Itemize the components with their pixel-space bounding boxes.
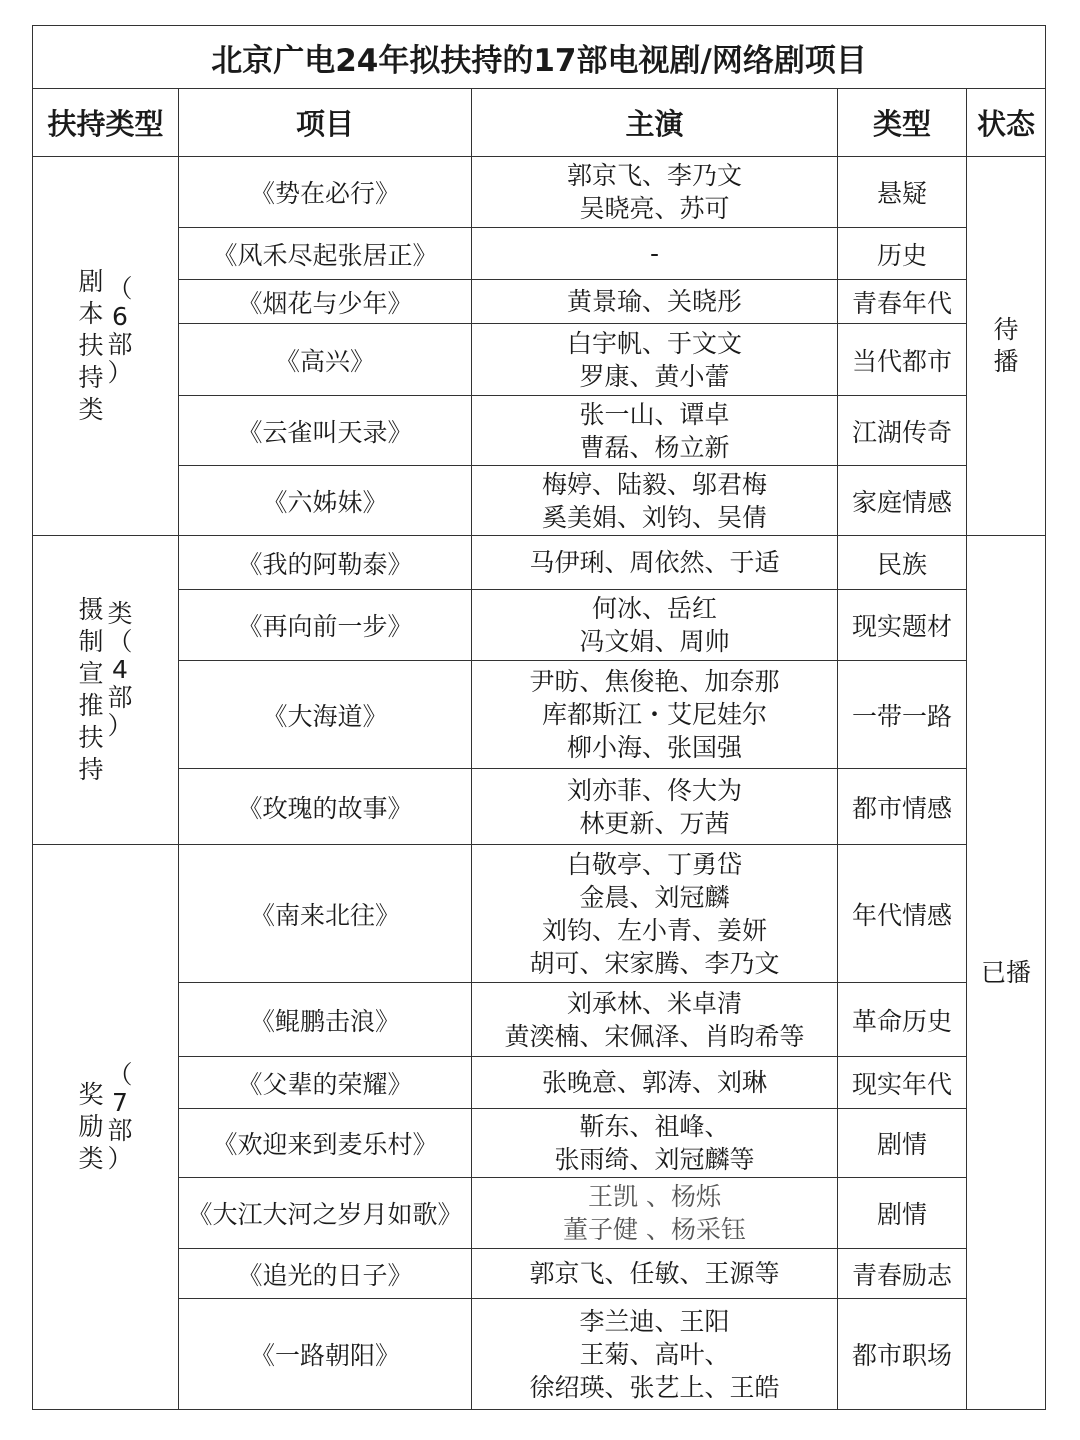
genre-cell: 年代情感 <box>838 845 967 983</box>
category-count-char: （ <box>107 1060 133 1089</box>
project-name: 《一路朝阳》 <box>179 1299 472 1410</box>
table-row <box>33 590 1046 661</box>
category-char: 励 <box>78 1112 104 1141</box>
genre-cell: 悬疑 <box>838 157 967 228</box>
genre-cell: 现实年代 <box>838 1057 967 1109</box>
cast-line: 库都斯江・艾尼娃尔 <box>541 700 767 729</box>
cast-cell <box>472 157 838 228</box>
table-row <box>33 1057 1046 1109</box>
cast-line: 王菊、高叶、 <box>579 1339 730 1369</box>
cast-line: 白敬亭、丁勇岱 <box>566 849 742 879</box>
cast-cell <box>472 228 838 280</box>
table-row <box>33 536 1046 590</box>
genre-cell: 剧情 <box>838 1178 967 1249</box>
cast-cell <box>472 466 838 536</box>
table-row <box>33 1178 1046 1249</box>
genre-cell: 现实题材 <box>838 590 967 661</box>
project-name: 《烟花与少年》 <box>179 280 472 324</box>
genre-cell: 当代都市 <box>838 324 967 396</box>
cast-line: 白宇帆、于文文 <box>566 328 742 358</box>
category-char: 持 <box>78 363 104 392</box>
status-char: 待 <box>993 315 1019 344</box>
status-label: 已播 <box>981 957 1032 987</box>
cast-cell <box>472 1057 838 1109</box>
project-name: 《高兴》 <box>179 324 472 396</box>
cast-line: 张晚意、郭涛、刘琳 <box>541 1068 767 1097</box>
category-count-char: 部 <box>107 1116 133 1145</box>
project-name: 《大海道》 <box>179 661 472 769</box>
cast-line: 徐绍瑛、张艺上、王皓 <box>529 1372 780 1402</box>
project-name: 《南来北往》 <box>179 845 472 983</box>
cast-cell <box>472 590 838 661</box>
cast-cell <box>472 280 838 324</box>
category-char: 扶 <box>78 723 104 752</box>
category-count-char: 6 <box>112 302 128 331</box>
table-row <box>33 1109 1046 1178</box>
table-row <box>33 845 1046 983</box>
cast-line: - <box>649 239 660 268</box>
cast-cell <box>472 1178 838 1249</box>
cast-cell <box>472 1299 838 1410</box>
header-status: 状态 <box>967 89 1046 157</box>
genre-cell: 家庭情感 <box>838 466 967 536</box>
cast-cell <box>472 536 838 590</box>
cast-cell <box>472 396 838 466</box>
table-row <box>33 396 1046 466</box>
cast-line: 郭京飞、李乃文 <box>566 161 742 190</box>
cast-line: 马伊琍、周依然、于适 <box>529 548 780 577</box>
status-cell-pending <box>967 157 1046 536</box>
category-char: 摄 <box>78 595 104 624</box>
table-row <box>33 1299 1046 1410</box>
cast-line: 尹昉、焦俊艳、加奈那 <box>529 667 780 696</box>
genre-cell: 剧情 <box>838 1109 967 1178</box>
project-name: 《欢迎来到麦乐村》 <box>179 1109 472 1178</box>
cast-line: 黄湙楠、宋佩泽、肖昀希等 <box>504 1021 805 1051</box>
cast-line: 奚美娟、刘钧、吴倩 <box>541 502 767 532</box>
cast-cell <box>472 324 838 396</box>
status-char: 播 <box>993 347 1019 376</box>
project-name: 《再向前一步》 <box>179 590 472 661</box>
project-name: 《大江大河之岁月如歌》 <box>179 1178 472 1249</box>
status-cell-aired <box>967 536 1046 1410</box>
header-project: 项目 <box>179 89 472 157</box>
project-name: 《父辈的荣耀》 <box>179 1057 472 1109</box>
cast-line: 李兰迪、王阳 <box>579 1306 730 1336</box>
project-name: 《鲲鹏击浪》 <box>179 983 472 1057</box>
category-char: 剧 <box>78 267 104 296</box>
genre-cell: 青春励志 <box>838 1249 967 1299</box>
genre-cell: 民族 <box>838 536 967 590</box>
category-count-char: （ <box>107 274 133 303</box>
category-count-char: 部 <box>107 683 133 712</box>
genre-cell: 革命历史 <box>838 983 967 1057</box>
genre-cell: 都市职场 <box>838 1299 967 1410</box>
genre-cell: 都市情感 <box>838 769 967 845</box>
category-char: 推 <box>78 691 104 720</box>
cast-line: 冯文娟、周帅 <box>579 627 730 656</box>
category-char: 类 <box>78 395 104 424</box>
category-char: 持 <box>78 755 104 784</box>
cast-line: 张雨绮、刘冠麟等 <box>554 1145 755 1174</box>
category-char: 扶 <box>78 331 104 360</box>
category-char: 制 <box>78 627 104 656</box>
genre-cell: 历史 <box>838 228 967 280</box>
project-name: 《六姊妹》 <box>179 466 472 536</box>
category-count-char: （ <box>107 627 133 656</box>
category-char: 本 <box>78 299 104 328</box>
cast-line: 王凯 、杨烁 <box>588 1182 721 1211</box>
table-row <box>33 769 1046 845</box>
project-name: 《风禾尽起张居正》 <box>179 228 472 280</box>
project-name: 《势在必行》 <box>179 157 472 228</box>
project-name: 《玫瑰的故事》 <box>179 769 472 845</box>
cast-cell <box>472 769 838 845</box>
table-row <box>33 661 1046 769</box>
cast-line: 靳东、祖峰、 <box>579 1112 730 1141</box>
cast-line: 胡可、宋家腾、李乃文 <box>529 948 780 978</box>
cast-line: 黄景瑜、关晓彤 <box>566 287 742 316</box>
cast-line: 刘钧、左小青、姜妍 <box>541 915 767 945</box>
cast-cell <box>472 661 838 769</box>
project-name: 《我的阿勒泰》 <box>179 536 472 590</box>
project-name: 《追光的日子》 <box>179 1249 472 1299</box>
cast-line: 董子健 、杨采钰 <box>563 1215 746 1244</box>
header-cast: 主演 <box>472 89 838 157</box>
table-row <box>33 228 1046 280</box>
cast-line: 张一山、谭卓 <box>579 399 730 429</box>
cast-cell <box>472 845 838 983</box>
category-count-char: 部 <box>107 330 133 359</box>
table-row <box>33 466 1046 536</box>
table-row <box>33 280 1046 324</box>
cast-line: 刘亦菲、佟大为 <box>566 775 742 805</box>
cast-line: 吴晓亮、苏可 <box>579 194 730 223</box>
cast-line: 郭京飞、任敏、王源等 <box>529 1259 780 1288</box>
cast-line: 曹磊、杨立新 <box>579 432 730 462</box>
cast-line: 金晨、刘冠麟 <box>579 882 730 912</box>
header-row <box>33 89 1046 157</box>
genre-cell: 一带一路 <box>838 661 967 769</box>
category-count-char: ） <box>107 711 133 740</box>
category-char: 宣 <box>78 659 104 688</box>
category-cell-reward <box>33 845 179 1410</box>
project-table <box>32 25 1046 1410</box>
category-count-char: 类 <box>107 599 133 628</box>
genre-cell: 青春年代 <box>838 280 967 324</box>
project-name: 《云雀叫天录》 <box>179 396 472 466</box>
table-row <box>33 157 1046 228</box>
header-genre: 类型 <box>838 89 967 157</box>
category-count-char: 7 <box>112 1088 128 1117</box>
cast-line: 刘承林、米卓清 <box>566 988 742 1018</box>
category-count-char: ） <box>107 358 133 387</box>
category-char: 奖 <box>78 1080 104 1109</box>
category-char: 类 <box>78 1144 104 1173</box>
table-row <box>33 983 1046 1057</box>
category-count-char: 4 <box>112 655 128 684</box>
category-cell-script <box>33 157 179 536</box>
cast-line: 林更新、万茜 <box>579 808 730 838</box>
cast-line: 梅婷、陆毅、邬君梅 <box>541 469 767 499</box>
cast-cell <box>472 1249 838 1299</box>
genre-cell: 江湖传奇 <box>838 396 967 466</box>
table-row <box>33 324 1046 396</box>
header-category: 扶持类型 <box>33 89 179 157</box>
category-count-char: ） <box>107 1144 133 1173</box>
cast-line: 柳小海、张国强 <box>566 733 742 762</box>
category-cell-production <box>33 536 179 845</box>
cast-cell <box>472 1109 838 1178</box>
cast-line: 何冰、岳红 <box>591 594 717 623</box>
cast-line: 罗康、黄小蕾 <box>579 361 730 391</box>
table-title: 北京广电24年拟扶持的17部电视剧/网络剧项目 <box>33 26 1046 89</box>
table-row <box>33 1249 1046 1299</box>
cast-cell <box>472 983 838 1057</box>
